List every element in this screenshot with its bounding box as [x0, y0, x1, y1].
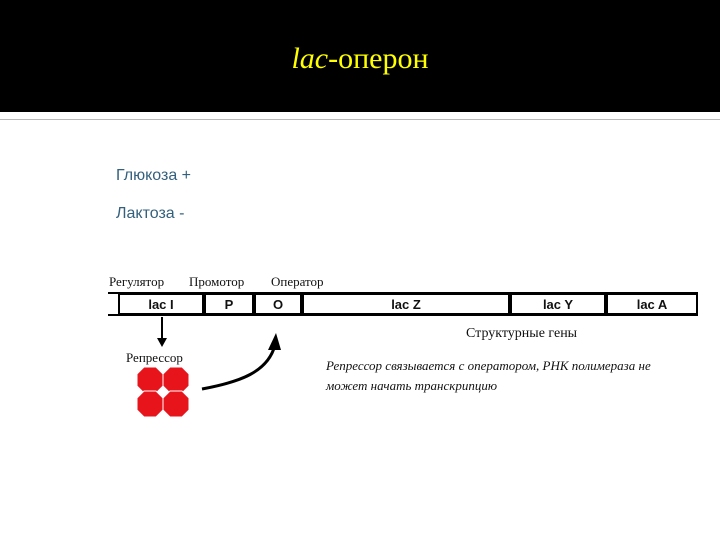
promoter-label: Промотор: [189, 274, 245, 289]
repressor-subunit-1: [137, 367, 163, 393]
glucose-condition: Глюкоза +: [116, 167, 192, 184]
expression-arrowhead: [157, 338, 167, 347]
repressor-subunit-4: [163, 391, 189, 417]
operator-label: Оператор: [271, 274, 324, 289]
binding-arrow: [202, 345, 275, 389]
gene-promoter-label: P: [224, 296, 234, 312]
repressor-note: Репрессор связывается с оператором, РНК полимераза не может начать транскрипцию: [326, 358, 651, 393]
regulator-label: Регулятор: [109, 274, 165, 289]
slide-title-rest: -оперон: [328, 42, 429, 75]
repressor-label: Репрессор: [126, 350, 183, 365]
repressor-protein: [137, 367, 189, 417]
repressor-subunit-3: [137, 391, 163, 417]
lactose-condition: Лактоза -: [116, 205, 185, 222]
slide-title-italic: lac: [291, 42, 329, 75]
gene-operator-label: O: [272, 296, 284, 312]
gene-lac-a-label: lac A: [636, 296, 668, 312]
gene-lac-y-label: lac Y: [542, 296, 574, 312]
binding-arrowhead: [268, 333, 281, 350]
gene-lac-i-label: lac I: [148, 296, 174, 312]
structural-genes-label: Структурные гены: [466, 326, 578, 341]
gene-lac-z-label: lac Z: [391, 296, 421, 312]
repressor-subunit-2: [163, 367, 189, 393]
